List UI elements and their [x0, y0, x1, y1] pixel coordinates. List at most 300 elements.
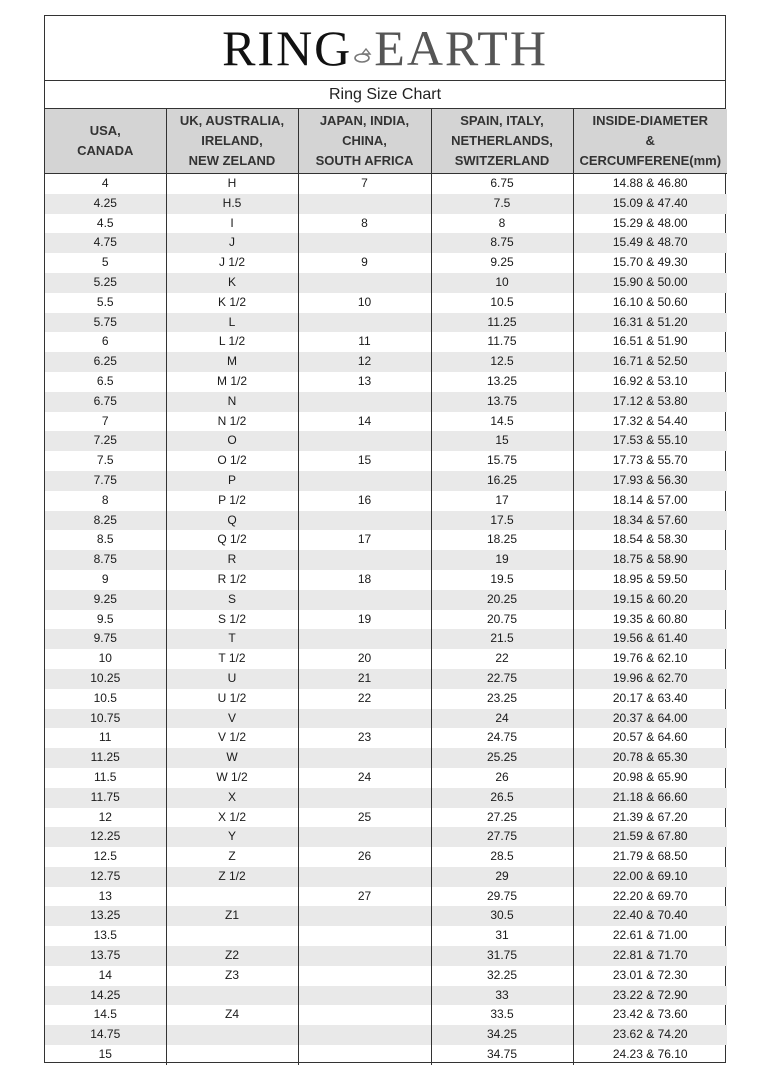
cell-diameter-circumference: 16.51 & 51.90 — [573, 332, 727, 352]
cell-uk-australia: I — [166, 214, 298, 234]
cell-diameter-circumference: 23.42 & 73.60 — [573, 1005, 727, 1025]
cell-spain-italy: 23.25 — [431, 689, 573, 709]
cell-spain-italy: 19 — [431, 550, 573, 570]
cell-japan-india: 21 — [298, 669, 431, 689]
cell-usa-canada: 7 — [101, 413, 109, 428]
cell-spain-italy: 25.25 — [431, 748, 573, 768]
cell-usa-canada: 11 — [99, 730, 112, 745]
cell-spain-italy: 20.25 — [431, 590, 573, 610]
table-row — [45, 926, 727, 946]
cell-uk-australia — [166, 1045, 298, 1065]
size-table — [45, 109, 727, 1065]
cell-uk-australia: R — [166, 550, 298, 570]
cell-diameter-circumference: 19.96 & 62.70 — [573, 669, 727, 689]
cell-usa-canada: 4 — [101, 176, 109, 190]
table-row — [45, 293, 727, 313]
table-row — [45, 966, 727, 986]
cell-japan-india — [298, 194, 431, 214]
cell-usa-canada: 7.25 — [45, 431, 166, 451]
cell-diameter-circumference: 17.73 & 55.70 — [573, 451, 727, 471]
cell-diameter-circumference: 23.22 & 72.90 — [573, 986, 727, 1006]
cell-usa-canada: 11.75 — [45, 788, 166, 808]
cell-uk-australia: Z — [166, 847, 298, 867]
cell-diameter-circumference: 22.40 & 70.40 — [573, 906, 727, 926]
table-row — [45, 768, 727, 788]
cell-spain-italy: 13.25 — [431, 372, 573, 392]
header-line: USA, — [89, 123, 121, 138]
cell-uk-australia: J — [166, 233, 298, 253]
cell-usa-canada: 14.5 — [93, 1007, 117, 1022]
cell-diameter-circumference: 17.53 & 55.10 — [573, 431, 727, 451]
table-row — [45, 372, 727, 392]
header-line: CANADA — [77, 143, 134, 158]
table-row — [45, 214, 727, 234]
cell-usa-canada: 4.25 — [45, 194, 166, 214]
header-line: NEW ZELAND — [188, 153, 276, 168]
cell-usa-canada: 9.25 — [45, 590, 166, 610]
header-spain-italy — [431, 109, 573, 174]
cell-diameter-circumference: 20.17 & 63.40 — [573, 689, 727, 709]
cell-japan-india — [298, 1005, 431, 1025]
table-row — [45, 610, 727, 630]
table-row — [45, 827, 727, 847]
cell-diameter-circumference: 18.14 & 57.00 — [573, 491, 727, 511]
table-row — [45, 253, 727, 273]
cell-diameter-circumference: 22.81 & 71.70 — [573, 946, 727, 966]
cell-spain-italy: 22.75 — [431, 669, 573, 689]
cell-uk-australia: U — [166, 669, 298, 689]
cell-usa-canada: 5.25 — [45, 273, 166, 293]
cell-japan-india: 7 — [298, 174, 431, 194]
cell-usa-canada: 9.5 — [96, 611, 114, 626]
cell-spain-italy: 15 — [431, 431, 573, 451]
header-usa-canada — [45, 109, 166, 174]
table-row — [45, 194, 727, 214]
cell-uk-australia: Z 1/2 — [166, 867, 298, 887]
cell-diameter-circumference: 17.32 & 54.40 — [573, 412, 727, 432]
table-row — [45, 649, 727, 669]
cell-spain-italy: 33 — [431, 986, 573, 1006]
cell-uk-australia: P 1/2 — [166, 491, 298, 511]
header-row — [45, 109, 727, 174]
table-row — [45, 451, 727, 471]
header-line: NETHERLANDS, — [451, 133, 553, 148]
cell-uk-australia: V — [166, 709, 298, 729]
table-row — [45, 313, 727, 333]
cell-spain-italy: 21.5 — [431, 629, 573, 649]
table-row — [45, 570, 727, 590]
cell-japan-india: 11 — [298, 332, 431, 352]
cell-spain-italy: 31.75 — [431, 946, 573, 966]
cell-spain-italy: 16.25 — [431, 471, 573, 491]
cell-uk-australia: Q 1/2 — [166, 530, 298, 550]
cell-uk-australia: Z2 — [166, 946, 298, 966]
cell-spain-italy: 28.5 — [431, 847, 573, 867]
cell-uk-australia: V 1/2 — [166, 728, 298, 748]
header-line: CHINA, — [342, 133, 387, 148]
cell-japan-india — [298, 392, 431, 412]
cell-spain-italy: 8.75 — [431, 233, 573, 253]
cell-spain-italy: 22 — [431, 649, 573, 669]
cell-diameter-circumference: 20.98 & 65.90 — [573, 768, 727, 788]
cell-japan-india: 25 — [298, 808, 431, 828]
cell-diameter-circumference: 15.90 & 50.00 — [573, 273, 727, 293]
cell-japan-india — [298, 748, 431, 768]
cell-spain-italy: 15.75 — [431, 451, 573, 471]
cell-japan-india: 13 — [298, 372, 431, 392]
cell-diameter-circumference: 17.93 & 56.30 — [573, 471, 727, 491]
cell-diameter-circumference: 21.79 & 68.50 — [573, 847, 727, 867]
cell-spain-italy: 8 — [431, 214, 573, 234]
cell-uk-australia: O — [166, 431, 298, 451]
cell-diameter-circumference: 16.71 & 52.50 — [573, 352, 727, 372]
table-row — [45, 1005, 727, 1025]
table-row — [45, 273, 727, 293]
cell-diameter-circumference: 16.31 & 51.20 — [573, 313, 727, 333]
cell-usa-canada: 6.5 — [96, 373, 114, 388]
cell-uk-australia: W — [166, 748, 298, 768]
cell-japan-india: 8 — [298, 214, 431, 234]
cell-spain-italy: 7.5 — [431, 194, 573, 214]
cell-uk-australia: Q — [166, 511, 298, 531]
cell-spain-italy: 31 — [431, 926, 573, 946]
brand-logo-part1: RING — [222, 20, 353, 76]
cell-spain-italy: 29 — [431, 867, 573, 887]
cell-usa-canada: 8.5 — [96, 532, 114, 547]
cell-japan-india — [298, 926, 431, 946]
cell-japan-india — [298, 1025, 431, 1045]
cell-usa-canada: 14 — [98, 967, 112, 982]
cell-spain-italy: 29.75 — [431, 887, 573, 907]
header-uk-australia — [166, 109, 298, 174]
cell-usa-canada: 9 — [101, 571, 109, 586]
cell-usa-canada: 13.75 — [45, 946, 166, 966]
cell-japan-india: 15 — [298, 451, 431, 471]
table-row — [45, 431, 727, 451]
cell-diameter-circumference: 21.59 & 67.80 — [573, 827, 727, 847]
cell-uk-australia: Z3 — [166, 966, 298, 986]
cell-usa-canada: 5 — [101, 255, 109, 270]
cell-usa-canada: 12.75 — [45, 867, 166, 887]
table-row — [45, 728, 727, 748]
cell-uk-australia: M — [166, 352, 298, 372]
cell-usa-canada: 6.25 — [45, 352, 166, 372]
cell-uk-australia — [166, 986, 298, 1006]
cell-japan-india: 19 — [298, 610, 431, 630]
cell-spain-italy: 24.75 — [431, 728, 573, 748]
cell-usa-canada: 9.75 — [45, 629, 166, 649]
cell-uk-australia: S — [166, 590, 298, 610]
header-line: SPAIN, ITALY, — [460, 113, 544, 128]
cell-diameter-circumference: 15.70 & 49.30 — [573, 253, 727, 273]
cell-japan-india: 17 — [298, 530, 431, 550]
table-body — [45, 174, 727, 1065]
cell-uk-australia: N — [166, 392, 298, 412]
cell-usa-canada: 13 — [98, 888, 112, 903]
cell-uk-australia: P — [166, 471, 298, 491]
cell-diameter-circumference: 15.09 & 47.40 — [573, 194, 727, 214]
cell-uk-australia: R 1/2 — [166, 570, 298, 590]
cell-uk-australia: U 1/2 — [166, 689, 298, 709]
cell-spain-italy: 32.25 — [431, 966, 573, 986]
cell-usa-canada: 13.25 — [45, 906, 166, 926]
table-row — [45, 471, 727, 491]
table-row — [45, 1045, 727, 1065]
cell-diameter-circumference: 19.76 & 62.10 — [573, 649, 727, 669]
cell-japan-india — [298, 629, 431, 649]
cell-diameter-circumference: 20.37 & 64.00 — [573, 709, 727, 729]
table-row — [45, 906, 727, 926]
table-row — [45, 174, 727, 194]
cell-usa-canada: 10.25 — [45, 669, 166, 689]
cell-japan-india — [298, 906, 431, 926]
cell-uk-australia: T 1/2 — [166, 649, 298, 669]
cell-usa-canada: 10 — [98, 651, 112, 666]
cell-usa-canada: 12 — [98, 809, 112, 824]
table-row — [45, 709, 727, 729]
table-row — [45, 867, 727, 887]
cell-diameter-circumference: 18.75 & 58.90 — [573, 550, 727, 570]
brand-logo-part2: EARTH — [374, 20, 548, 76]
cell-spain-italy: 11.25 — [431, 313, 573, 333]
cell-spain-italy: 6.75 — [431, 174, 573, 194]
cell-diameter-circumference: 19.56 & 61.40 — [573, 629, 727, 649]
cell-japan-india — [298, 431, 431, 451]
table-row — [45, 511, 727, 531]
cell-spain-italy: 27.75 — [431, 827, 573, 847]
chart-title: Ring Size Chart — [45, 81, 725, 109]
header-line: SWITZERLAND — [454, 153, 550, 168]
cell-spain-italy: 24 — [431, 709, 573, 729]
table-row — [45, 352, 727, 372]
brand-header — [45, 16, 725, 81]
cell-usa-canada: 8 — [101, 492, 109, 507]
cell-japan-india: 14 — [298, 412, 431, 432]
cell-japan-india — [298, 946, 431, 966]
cell-usa-canada: 12.25 — [45, 827, 166, 847]
table-row — [45, 1025, 727, 1045]
cell-japan-india: 20 — [298, 649, 431, 669]
cell-uk-australia: L 1/2 — [166, 332, 298, 352]
table-row — [45, 689, 727, 709]
cell-uk-australia: H.5 — [166, 194, 298, 214]
cell-usa-canada: 13.5 — [93, 928, 117, 943]
cell-usa-canada: 5.75 — [45, 313, 166, 333]
cell-uk-australia — [166, 926, 298, 946]
cell-spain-italy: 14.5 — [431, 412, 573, 432]
cell-diameter-circumference: 22.20 & 69.70 — [573, 887, 727, 907]
cell-japan-india — [298, 986, 431, 1006]
cell-diameter-circumference: 15.49 & 48.70 — [573, 233, 727, 253]
cell-spain-italy: 9.25 — [431, 253, 573, 273]
cell-usa-canada: 11.25 — [45, 748, 166, 768]
cell-usa-canada: 8.75 — [45, 550, 166, 570]
cell-spain-italy: 33.5 — [431, 1005, 573, 1025]
cell-uk-australia: K 1/2 — [166, 293, 298, 313]
cell-japan-india: 18 — [298, 570, 431, 590]
table-row — [45, 847, 727, 867]
header-japan-india — [298, 109, 431, 174]
cell-spain-italy: 11.75 — [431, 332, 573, 352]
cell-spain-italy: 27.25 — [431, 808, 573, 828]
cell-usa-canada: 7.5 — [96, 453, 114, 468]
cell-uk-australia: H — [166, 174, 298, 194]
cell-uk-australia: X — [166, 788, 298, 808]
cell-usa-canada: 4.5 — [96, 215, 114, 230]
cell-uk-australia: O 1/2 — [166, 451, 298, 471]
header-line: IRELAND, — [201, 133, 263, 148]
cell-japan-india — [298, 313, 431, 333]
cell-japan-india: 22 — [298, 689, 431, 709]
cell-japan-india — [298, 233, 431, 253]
cell-usa-canada: 14.25 — [45, 986, 166, 1006]
cell-uk-australia: M 1/2 — [166, 372, 298, 392]
table-row — [45, 233, 727, 253]
cell-uk-australia: K — [166, 273, 298, 293]
cell-japan-india: 23 — [298, 728, 431, 748]
cell-spain-italy: 30.5 — [431, 906, 573, 926]
cell-japan-india — [298, 709, 431, 729]
cell-diameter-circumference: 18.95 & 59.50 — [573, 570, 727, 590]
cell-diameter-circumference: 14.88 & 46.80 — [573, 174, 727, 194]
cell-japan-india: 10 — [298, 293, 431, 313]
cell-diameter-circumference: 22.00 & 69.10 — [573, 867, 727, 887]
cell-japan-india — [298, 550, 431, 570]
cell-diameter-circumference: 15.29 & 48.00 — [573, 214, 727, 234]
cell-japan-india — [298, 273, 431, 293]
cell-usa-canada: 6 — [101, 334, 109, 349]
cell-uk-australia: S 1/2 — [166, 610, 298, 630]
header-line: UK, AUSTRALIA, — [179, 113, 285, 128]
cell-spain-italy: 26.5 — [431, 788, 573, 808]
cell-japan-india — [298, 827, 431, 847]
cell-usa-canada: 8.25 — [45, 511, 166, 531]
table-header — [45, 109, 727, 174]
cell-diameter-circumference: 24.23 & 76.10 — [573, 1045, 727, 1065]
cell-spain-italy: 26 — [431, 768, 573, 788]
cell-uk-australia: W 1/2 — [166, 768, 298, 788]
cell-diameter-circumference: 18.54 & 58.30 — [573, 530, 727, 550]
cell-uk-australia — [166, 887, 298, 907]
cell-spain-italy: 34.25 — [431, 1025, 573, 1045]
header-line: INSIDE-DIAMETER — [592, 113, 709, 128]
cell-diameter-circumference: 19.15 & 60.20 — [573, 590, 727, 610]
cell-uk-australia: X 1/2 — [166, 808, 298, 828]
cell-spain-italy: 12.5 — [431, 352, 573, 372]
table-row — [45, 590, 727, 610]
cell-uk-australia: N 1/2 — [166, 412, 298, 432]
table-row — [45, 530, 727, 550]
header-line: & — [645, 133, 655, 148]
cell-spain-italy: 19.5 — [431, 570, 573, 590]
table-row — [45, 748, 727, 768]
cell-japan-india — [298, 788, 431, 808]
cell-japan-india — [298, 471, 431, 491]
header-diameter-circumference — [573, 109, 727, 174]
cell-diameter-circumference: 21.18 & 66.60 — [573, 788, 727, 808]
cell-japan-india: 16 — [298, 491, 431, 511]
cell-usa-canada: 6.75 — [45, 392, 166, 412]
table-row — [45, 669, 727, 689]
ring-size-sheet — [44, 15, 726, 1063]
table-row — [45, 887, 727, 907]
cell-diameter-circumference: 21.39 & 67.20 — [573, 808, 727, 828]
cell-usa-canada: 14.75 — [45, 1025, 166, 1045]
cell-usa-canada: 10.5 — [93, 690, 117, 705]
cell-diameter-circumference: 17.12 & 53.80 — [573, 392, 727, 412]
cell-uk-australia: L — [166, 313, 298, 333]
cell-diameter-circumference: 16.92 & 53.10 — [573, 372, 727, 392]
cell-uk-australia: Z1 — [166, 906, 298, 926]
cell-diameter-circumference: 20.78 & 65.30 — [573, 748, 727, 768]
cell-spain-italy: 17 — [431, 491, 573, 511]
cell-spain-italy: 10.5 — [431, 293, 573, 313]
cell-usa-canada: 4.75 — [45, 233, 166, 253]
cell-diameter-circumference: 23.01 & 72.30 — [573, 966, 727, 986]
cell-diameter-circumference: 18.34 & 57.60 — [573, 511, 727, 531]
cell-japan-india — [298, 867, 431, 887]
table-row — [45, 550, 727, 570]
table-row — [45, 412, 727, 432]
cell-uk-australia: J 1/2 — [166, 253, 298, 273]
header-line: JAPAN, INDIA, — [319, 113, 410, 128]
ring-icon — [352, 25, 374, 65]
cell-spain-italy: 20.75 — [431, 610, 573, 630]
table-row — [45, 946, 727, 966]
cell-spain-italy: 34.75 — [431, 1045, 573, 1065]
cell-diameter-circumference: 20.57 & 64.60 — [573, 728, 727, 748]
cell-uk-australia: T — [166, 629, 298, 649]
cell-japan-india — [298, 1045, 431, 1065]
table-row — [45, 491, 727, 511]
cell-diameter-circumference: 23.62 & 74.20 — [573, 1025, 727, 1045]
cell-usa-canada: 5.5 — [96, 294, 114, 309]
cell-spain-italy: 10 — [431, 273, 573, 293]
table-row — [45, 629, 727, 649]
cell-usa-canada: 7.75 — [45, 471, 166, 491]
cell-spain-italy: 17.5 — [431, 511, 573, 531]
cell-diameter-circumference: 16.10 & 50.60 — [573, 293, 727, 313]
cell-usa-canada: 15 — [98, 1047, 112, 1062]
cell-usa-canada: 10.75 — [45, 709, 166, 729]
cell-usa-canada: 12.5 — [93, 849, 117, 864]
cell-japan-india — [298, 590, 431, 610]
cell-spain-italy: 18.25 — [431, 530, 573, 550]
cell-japan-india — [298, 511, 431, 531]
cell-japan-india: 26 — [298, 847, 431, 867]
cell-japan-india: 9 — [298, 253, 431, 273]
cell-diameter-circumference: 22.61 & 71.00 — [573, 926, 727, 946]
cell-spain-italy: 13.75 — [431, 392, 573, 412]
cell-uk-australia: Z4 — [166, 1005, 298, 1025]
cell-usa-canada: 11.5 — [94, 769, 117, 784]
header-line: SOUTH AFRICA — [315, 153, 414, 168]
cell-diameter-circumference: 19.35 & 60.80 — [573, 610, 727, 630]
cell-uk-australia: Y — [166, 827, 298, 847]
table-row — [45, 808, 727, 828]
brand-logo — [45, 20, 725, 76]
cell-japan-india: 24 — [298, 768, 431, 788]
cell-japan-india: 27 — [298, 887, 431, 907]
cell-uk-australia — [166, 1025, 298, 1045]
header-line: CERCUMFERENE(mm) — [579, 153, 722, 168]
cell-japan-india: 12 — [298, 352, 431, 372]
table-row — [45, 332, 727, 352]
table-row — [45, 986, 727, 1006]
cell-japan-india — [298, 966, 431, 986]
table-row — [45, 788, 727, 808]
table-row — [45, 392, 727, 412]
